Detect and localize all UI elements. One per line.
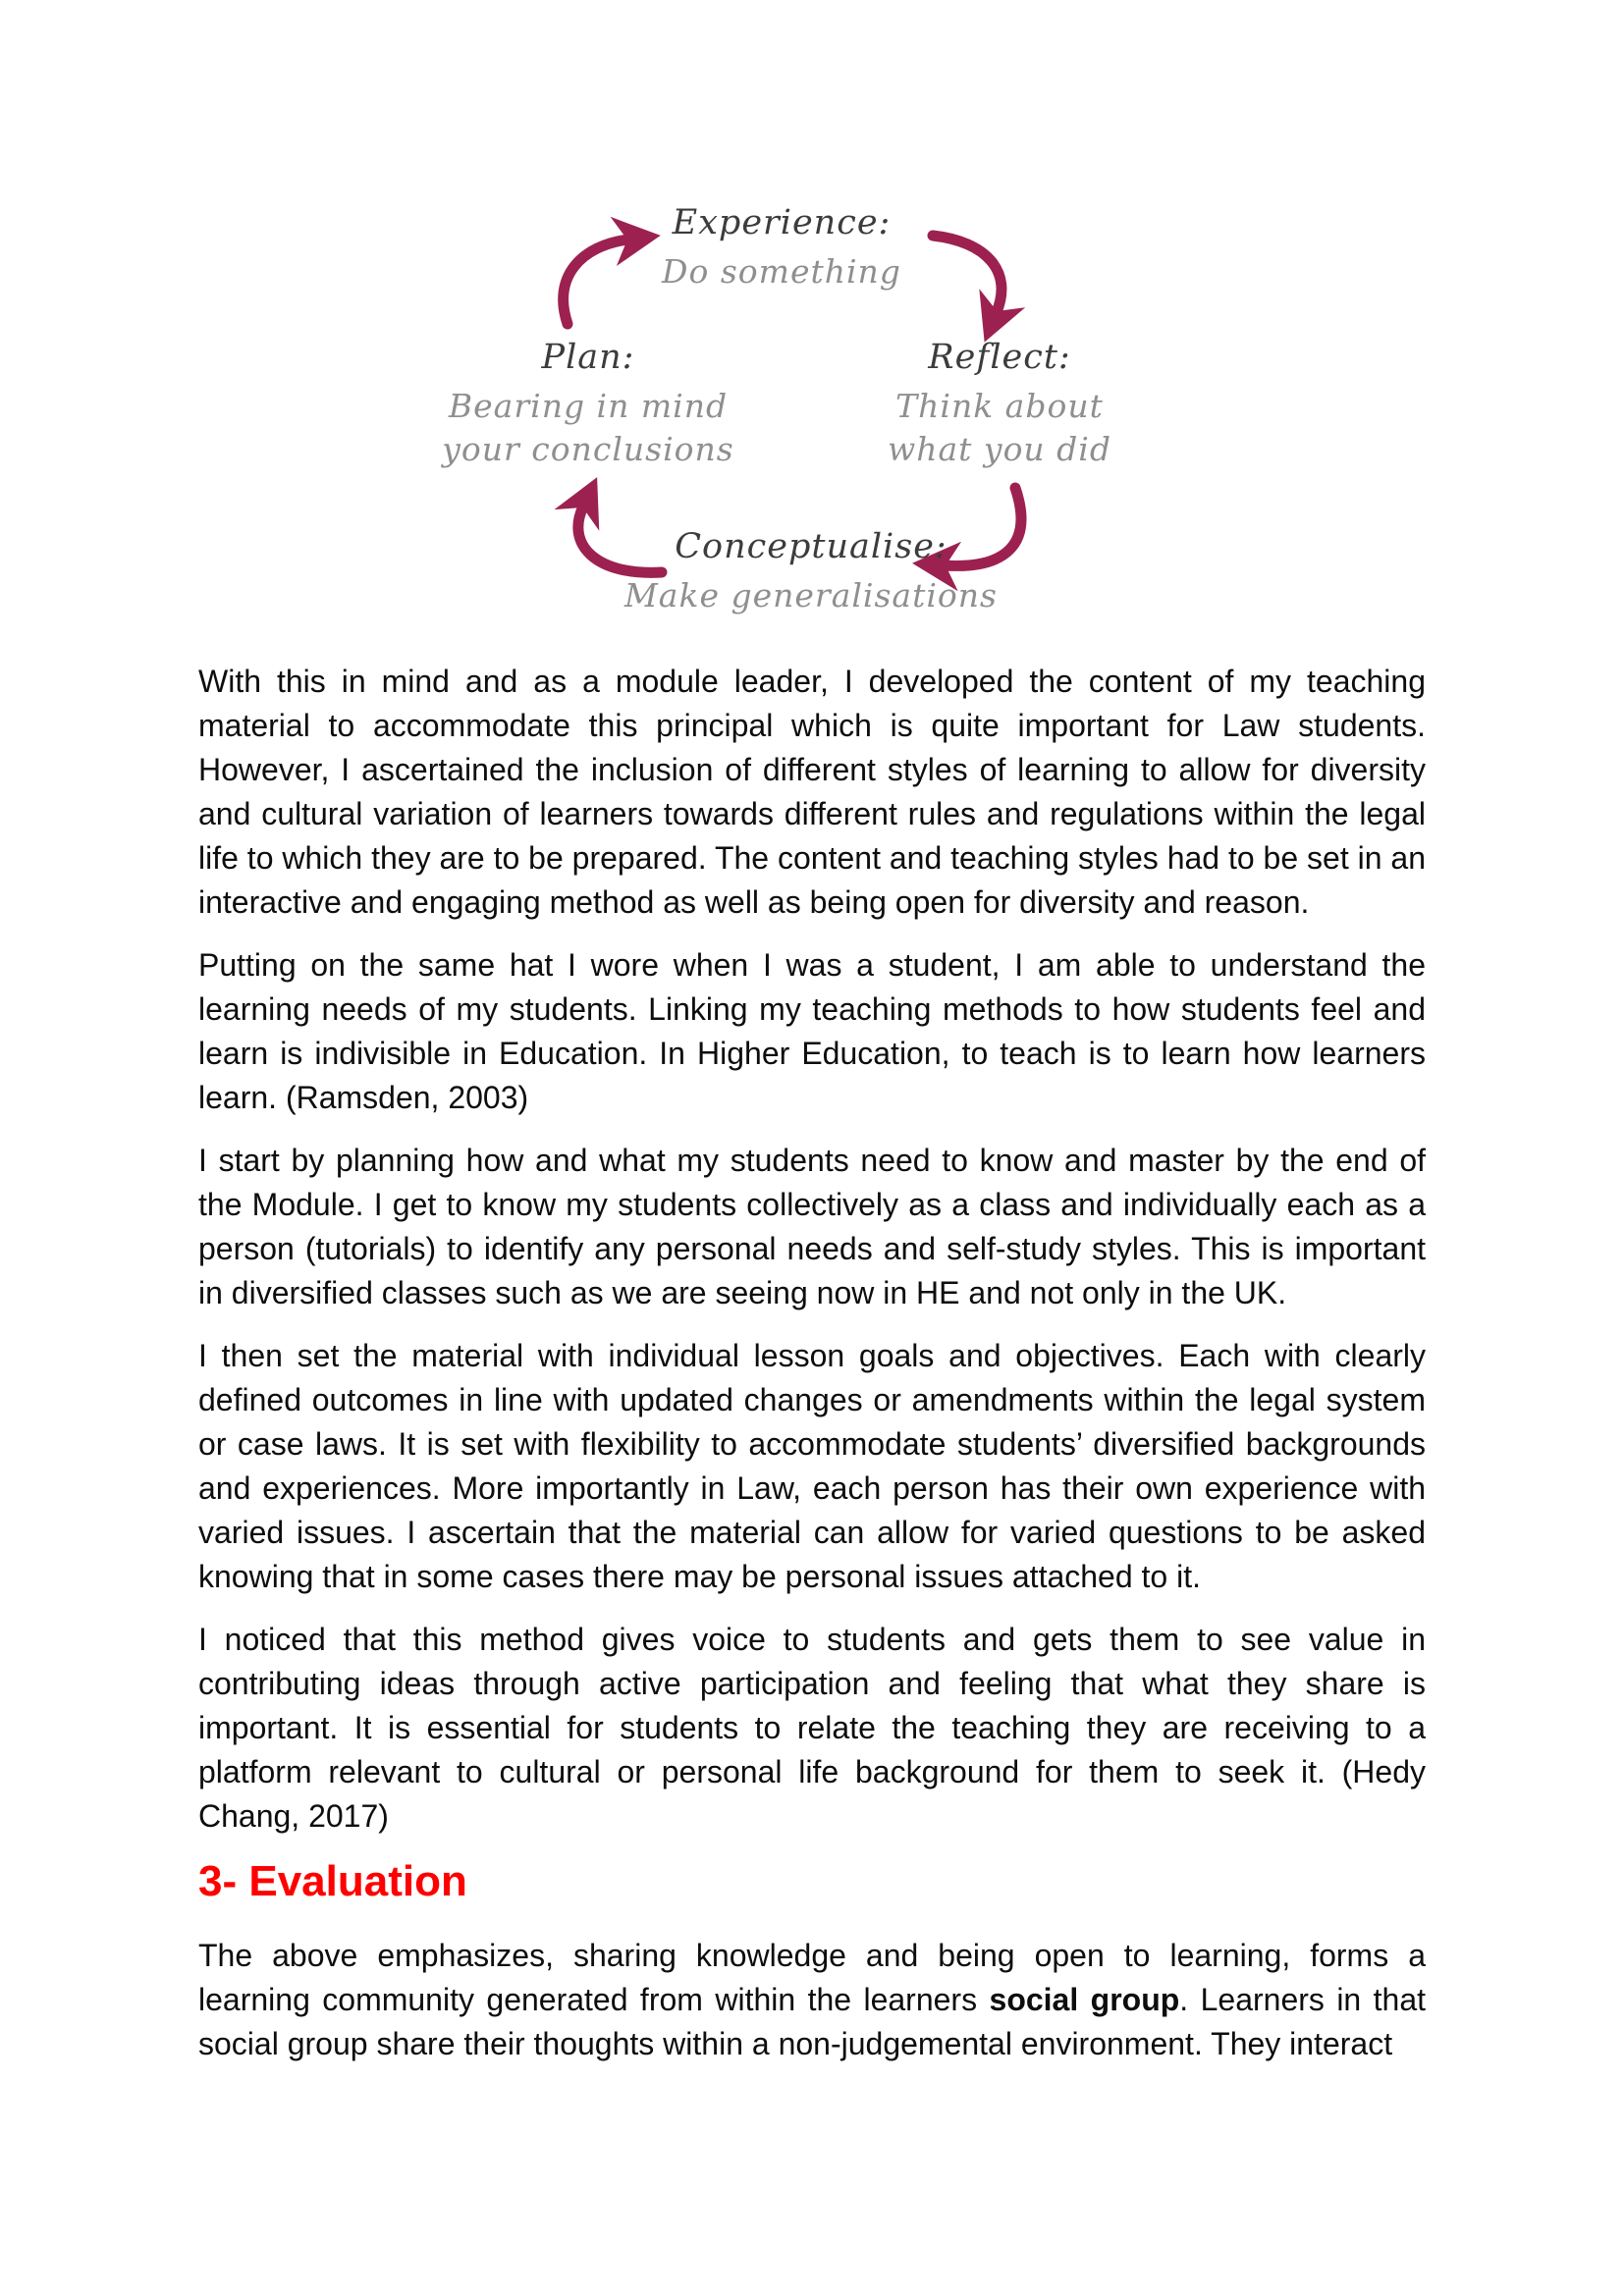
node-conceptualise-title: Conceptualise: — [675, 527, 947, 566]
paragraph-student-voice: I noticed that this method gives voice to students and gets them to see value in contributing ideas through active participation and feeling that what they share is important. It is essential for students to relate the teaching they are receiving to a platform relevant to cultural or personal life background for them to seek it. (Hedy Chang, 2017) — [198, 1622, 1426, 1834]
node-experience-subtitle: Do something — [662, 252, 901, 291]
bold-social-group: social group — [989, 1982, 1180, 2017]
paragraph-lesson-goals: I then set the material with individual lesson goals and objectives. Each with clearly defined outcomes in line with updated changes or amendments within the legal system or case laws. It is set with flexibility to accommodate students’ diversified backgrounds and experiences. More importantly in Law, each person has their own experience with varied issues. I ascertain that the material can allow for varied questions to be asked knowing that in some cases there may be personal issues attached to it. — [198, 1338, 1426, 1594]
node-conceptualise — [556, 525, 1066, 617]
section-heading-evaluation: 3- Evaluation — [198, 1857, 467, 1905]
paragraph-social-group — [198, 1934, 1426, 2066]
learning-cycle-diagram — [0, 147, 1624, 638]
paragraph-planning: I start by planning how and what my students need to know and master by the end of the Module. I get to know my students collectively as a class and individually each as a person (tutorials) to identify any personal needs and self-study styles. This is important in diversified classes such as we are seeing now in HE and not only in the UK. — [198, 1143, 1426, 1310]
node-experience — [575, 201, 988, 294]
node-reflect-title: Reflect: — [928, 338, 1071, 377]
node-reflect-subtitle-line2: what you did — [888, 430, 1111, 468]
document-body — [198, 660, 1426, 2085]
node-reflect — [774, 336, 1225, 471]
node-plan-subtitle-line1: Bearing in mind — [448, 387, 729, 425]
paragraph-social-group-after: . Learners in that social group share their thoughts within a non-judgemental environment. They interact — [198, 1982, 1427, 2061]
paragraph-teaching-material: With this in mind and as a module leader, I developed the content of my teaching material to accommodate this principal which is quite important for Law students. However, I ascertained the inclusion of different styles of learning to allow for diversity and cultural variation of learners towards different rules and regulations within the legal life to which they are to be prepared. The content and teaching styles had to be set in an interactive and engaging method as well as being open for diversity and reason. — [198, 664, 1426, 920]
node-plan-title: Plan: — [541, 338, 635, 377]
node-conceptualise-subtitle: Make generalisations — [624, 576, 998, 614]
paragraph-student-hat: Putting on the same hat I wore when I was a student, I am able to understand the learning needs of my students. Linking my teaching methods to how students feel and learn is indivisible in Education. In Higher Education, to teach is to learn how learners learn. (Ramsden, 2003) — [198, 947, 1426, 1115]
node-experience-title: Experience: — [672, 203, 892, 242]
node-plan-subtitle-line2: your conclusions — [442, 430, 734, 468]
paragraph-social-group-before: The above emphasizes, sharing knowledge and being open to learning, forms a learning community generated from within the learners — [198, 1938, 1426, 2017]
node-reflect-subtitle-line1: Think about — [895, 387, 1104, 425]
node-plan — [362, 336, 814, 471]
